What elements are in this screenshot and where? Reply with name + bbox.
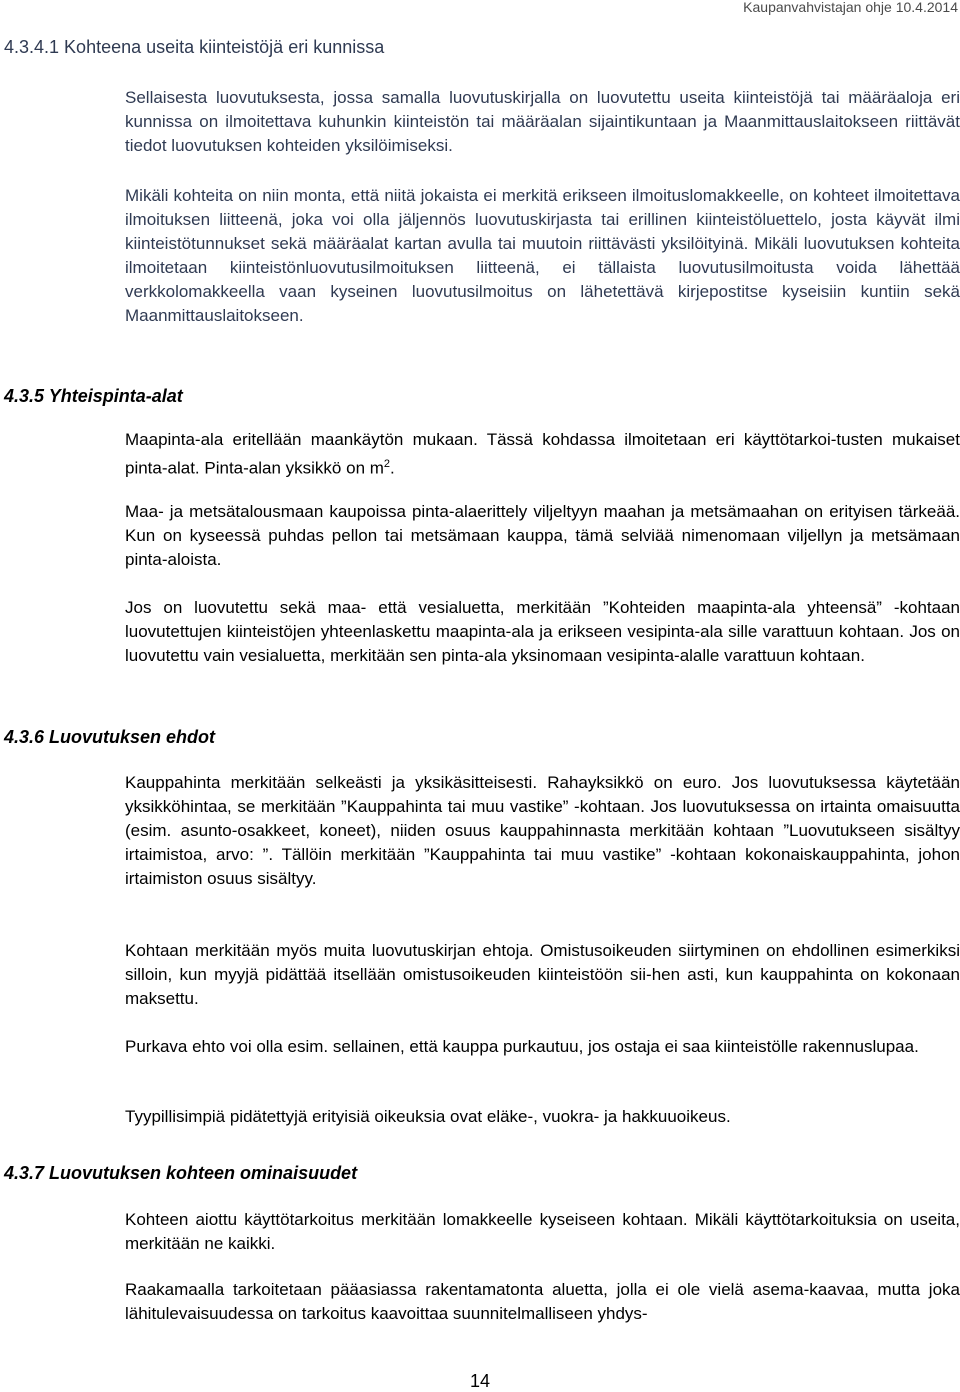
paragraph: [125, 428, 960, 481]
paragraph: Tyypillisimpiä pidätettyjä erityisiä oikeuksia ovat eläke-, vuokra- ja hakkuuoikeus.: [125, 1107, 731, 1126]
paragraph: Mikäli kohteita on niin monta, että niitä jokaista ei merkitä erikseen ilmoituslomakkeelle, on kohteet ilmoitettava ilmoituksen liitteenä, joka voi olla jäljennös luovutuskirjasta tai erillinen kiinteistöluettelo, josta käyvät ilmi kiinteistötunnukset sekä määräalat kartan avulla tai muutoin riittävästi yksilöityinä. Mikäli luovutuksen kohteita ilmoitetaan kiinteistönluovutusilmoituksen liitteenä, ei tällaista luovutusilmoitusta voida lähettää verkkolomakkeella vaan kyseinen luovutusilmoitus on lähetettävä kirjepostitse kyseisiin kuntiin sekä Maanmittauslaitokseen.: [125, 186, 960, 325]
paragraph: Raakamaalla tarkoitetaan pääasiassa rakentamatonta aluetta, jolla ei ole vielä asema-kaavaa, mutta joka lähitulevaisuudessa on tarkoitus kaavoittaa suunnitelmalliseen yhdys-: [125, 1280, 960, 1323]
page-number: 14: [470, 1371, 491, 1391]
paragraph: Kohtaan merkitään myös muita luovutuskirjan ehtoja. Omistusoikeuden siirtyminen on ehdollinen esimerkiksi silloin, kun myyjä pidättää itsellään omistusoikeuden kiinteistöön sii-hen asti, kun kauppahinta on kokonaan maksettu.: [125, 941, 960, 1008]
paragraph-text: Maapinta-ala eritellään maankäytön mukaan. Tässä kohdassa ilmoitetaan eri käyttötarkoi-tusten mukaiset pinta-alat. Pinta-alan yksikkö on m: [125, 430, 960, 478]
paragraph: Kohteen aiottu käyttötarkoitus merkitään lomakkeelle kyseiseen kohtaan. Mikäli käyttötarkoituksia on useita, merkitään ne kaikki.: [125, 1210, 960, 1253]
paragraph: Purkava ehto voi olla esim. sellainen, että kauppa purkautuu, jos ostaja ei saa kiinteistölle rakennuslupaa.: [125, 1037, 919, 1056]
section-heading-4-3-7: 4.3.7 Luovutuksen kohteen ominaisuudet: [4, 1163, 358, 1183]
paragraph: Maa- ja metsätalousmaan kaupoissa pinta-alaerittely viljeltyyn maahan ja metsämaahan on erityisen tärkeää. Kun on kyseessä puhdas pellon tai metsämaan kauppa, tämä selviää nimenomaan viljellyn ja metsämaan pinta-aloista.: [125, 502, 960, 569]
paragraph: Jos on luovutettu sekä maa- että vesialuetta, merkitään ”Kohteiden maapinta-ala yhteensä” -kohtaan luovutettujen kiinteistöjen yhteenlaskettu maapinta-ala ja erikseen vesipinta-ala sille varattuun kohtaan. Jos on luovutettu vain vesialuetta, merkitään sen pinta-ala yksinomaan vesipinta-alalle varattuun kohtaan.: [125, 598, 960, 665]
running-header: Kaupanvahvistajan ohje 10.4.2014: [743, 0, 958, 15]
paragraph-end: .: [390, 458, 395, 478]
paragraph: Sellaisesta luovutuksesta, jossa samalla luovutuskirjalla on luovutettu useita kiinteistöjä tai määräaloja eri kunnissa on ilmoitettava kuhunkin kiinteistön tai määräalan sijaintikuntaan ja Maanmittauslaitokseen riittävät tiedot luovutuksen kohteiden yksilöimiseksi.: [125, 88, 960, 155]
paragraph: Kauppahinta merkitään selkeästi ja yksikäsitteisesti. Rahayksikkö on euro. Jos luovutuksessa käytetään yksikköhintaa, se merkitään ”Kauppahinta tai muu vastike” -kohtaan. Jos luovutuksessa on irtainta omaisuutta (esim. asunto-osakkeet, koneet), niiden osuus kauppahinnasta merkitään kohtaan ”Luovutukseen sisältyy irtaimistoa, arvo: ”. Tällöin merkitään ”Kauppahinta tai muu vastike” -kohtaan kokonaiskauppahinta, johon irtaimiston osuus sisältyy.: [125, 773, 960, 888]
section-heading-4-3-5: 4.3.5 Yhteispinta-alat: [4, 386, 183, 406]
section-heading-4-3-6: 4.3.6 Luovutuksen ehdot: [4, 727, 216, 747]
section-heading-4-3-4-1: 4.3.4.1 Kohteena useita kiinteistöjä eri kunnissa: [4, 37, 385, 57]
superscript: 2: [383, 458, 391, 470]
